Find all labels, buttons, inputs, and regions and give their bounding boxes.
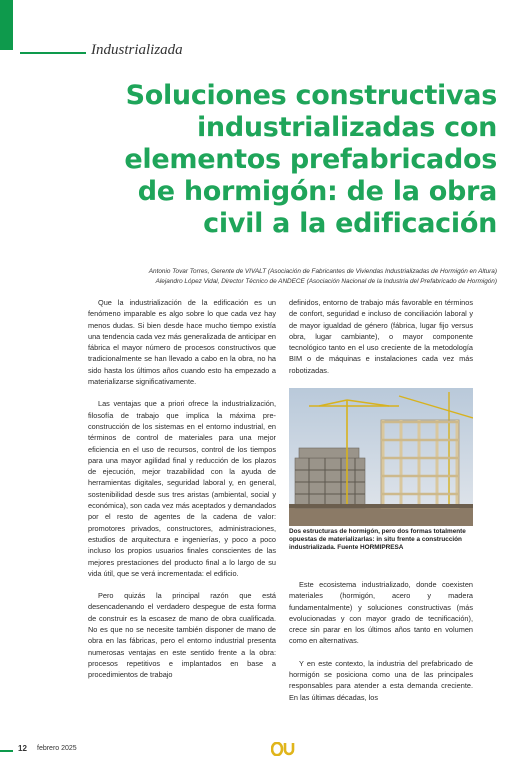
- body-paragraph: Este ecosistema industrializado, donde coexisten materiales (hormigón, acero y madera fundamentalmente) y soluciones constructivas (más evolucionadas y con mayor grado de tecnificación), crece sin parar en los últimos años tanto en volumen como en alternativas.: [289, 580, 473, 646]
- body-paragraph: Y en este contexto, la industria del prefabricado de hormigón se posiciona como una de las principales responsables para atender a esta demanda creciente. En las últimas décadas, los: [289, 658, 473, 702]
- title-line: industrializadas con: [196, 112, 497, 143]
- green-tab-bar: [0, 0, 13, 50]
- issue-date: febrero 2025: [37, 745, 77, 752]
- page-number: 12: [18, 744, 27, 753]
- right-column-bottom: [289, 579, 473, 714]
- footer-rule: [0, 750, 13, 752]
- photo-caption: Dos estructuras de hormigón, pero dos formas totalmente opuestas de materializarlas: in situ frente a construcción industrializada. Fuente HORMIPRESA: [289, 528, 466, 552]
- author-line: Antonio Tovar Torres, Gerente de VIVALT (Asociación de Fabricantes de Viviendas Industrializadas de Hormigón en Altura): [148, 268, 497, 275]
- body-paragraph: Pero quizás la principal razón que está desencadenando el verdadero despegue de esta forma de construir es la escasez de mano de obra cualificada. No es que no se necesite también disponer de mano de obra en las fábricas, pero el entorno industrial presenta numerosas ventajas en este sentido frente a la obra: procesos repetitivos e implantados en base a procedimientos de trabajo: [88, 591, 276, 680]
- title-line: Soluciones constructivas: [125, 80, 497, 111]
- left-column: [88, 297, 276, 692]
- body-paragraph: Que la industrialización de la edificación es un fenómeno imparable es algo sobre lo que cada vez hay menos dudas. Si bien desde hace mucho tiempo existía una tendencia cada vez más generalizada de anticipar en fábrica el mayor número de procesos constructivos que tradicionalmente se han llevado a cabo en la obra, no ha sido hasta los últimos años cuando esto ha empezado a materializarse significativamente.: [88, 298, 276, 387]
- body-paragraph: Las ventajas que a priori ofrece la industrialización, filosofía de trabajo que implica la máxima pre-construcción de los sistemas en el entorno industrial, en términos de control de materiales para una mejor eficiencia en el uso de recursos, control de los tiempos para una mayor agilidad final y reducción de los plazos de ejecución, mejor trazabilidad con la ayuda de herramientas digitales, seguridad laboral y, en general, sostenibilidad desde sus tres aristas (ambiental, social y económica), son cada vez más aceptados y demandados por el resto de agentes de la cadena de valor: promotores privados, constructores, administraciones, estudios de arquitectura e ingenierías, y poco a poco incluso los propios usuarios finales conscientes de las mejores prestaciones del producto final a lo largo de su vida útil, que se verá incrementada: el edificio.: [88, 399, 276, 578]
- right-column-top: [289, 297, 473, 387]
- section-rule: [20, 52, 86, 54]
- author-line: Alejandro López Vidal, Director Técnico de ANDECE (Asociación Nacional de la Industria del Prefabricado de Hormigón): [155, 278, 497, 285]
- title-line: civil a la edificación: [203, 208, 497, 239]
- section-label: Industrializada: [91, 42, 183, 58]
- ou-logo-icon: [271, 742, 295, 756]
- author-block: [88, 267, 497, 287]
- article-title: [37, 80, 497, 240]
- title-line: de hormigón: de la obra: [137, 176, 497, 207]
- construction-photo: [289, 388, 473, 526]
- title-line: elementos prefabricados: [124, 144, 497, 175]
- body-paragraph: definidos, entorno de trabajo más favorable en términos de confort, seguridad e incluso de conciliación laboral y de mayor igualdad de género (fábrica, lugar fijo versus obra, lugar cambiante), o mayor componente tecnológico tanto en el uso creciente de la metodología BIM o de máquinas e instalaciones cada vez más robotizadas.: [289, 298, 473, 375]
